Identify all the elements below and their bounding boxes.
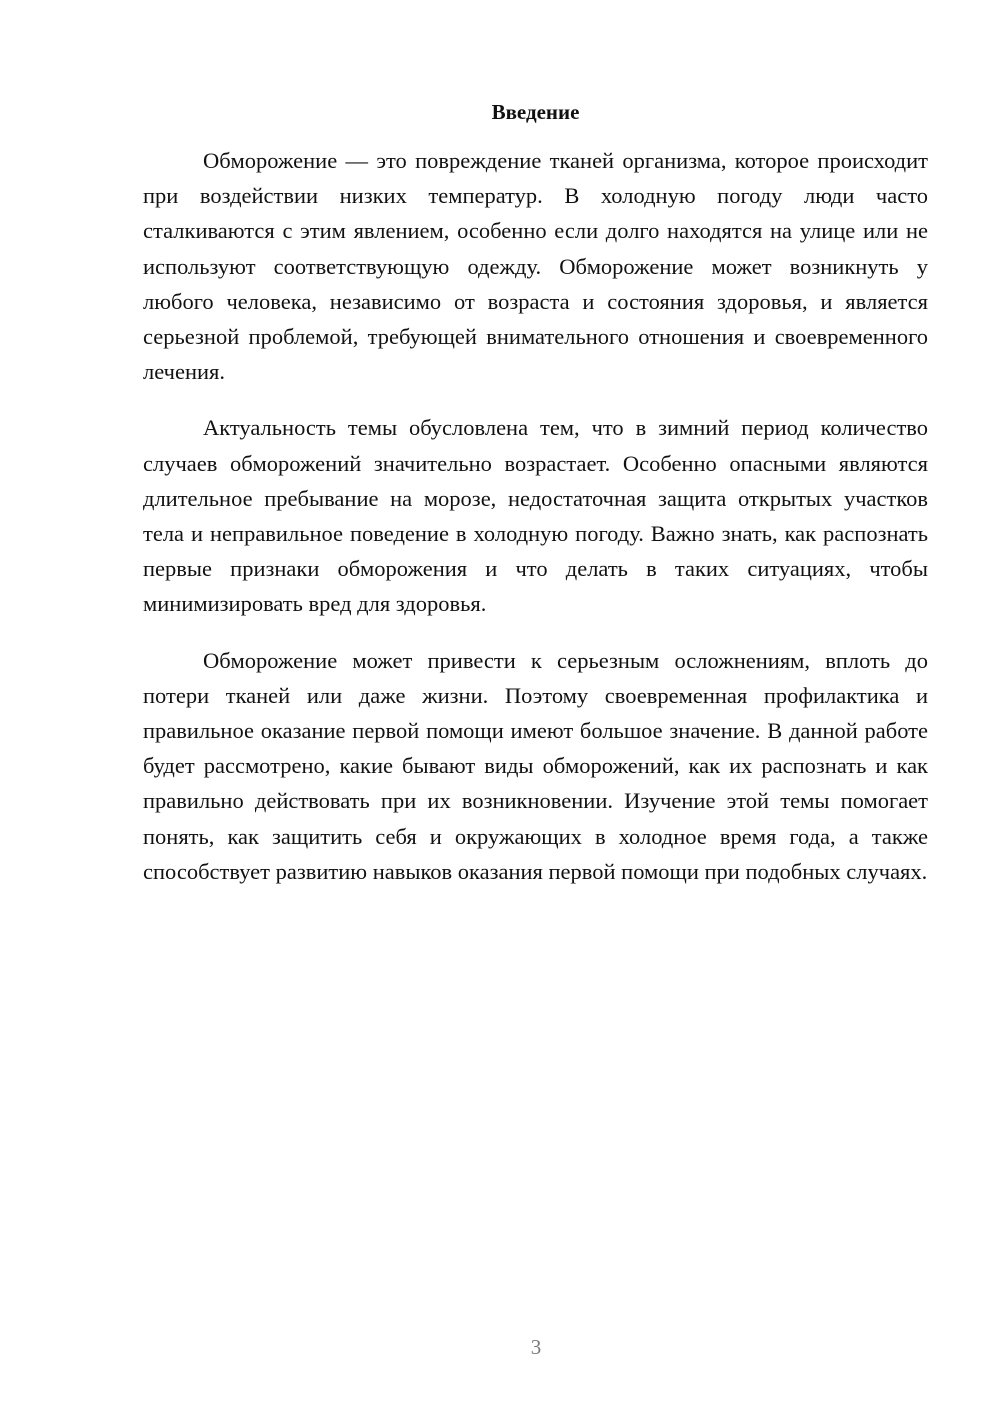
paragraph-3: Обморожение может привести к серьезным осложнениям, вплоть до потери тканей или даже жизни. Поэтому своевременная профилактика и правильное оказание первой помощи имеют большое значение. В данной работе будет рассмотрено, какие бывают виды обморожений, как их распознать и как правильно действовать при их возникновении. Изучение этой темы помогает понять, как защитить себя и окружающих в холодное время года, а также способствует развитию навыков оказания первой помощи при подобных случаях. xyxy=(143,647,928,884)
paragraph-1: Обморожение — это повреждение тканей организма, которое происходит при воздействии низких температур. В холодную погоду люди часто сталкиваются с этим явлением, особенно если долго находятся на улице или не используют соответствующую одежду. Обморожение может возникнуть у любого человека, независимо от возраста и состояния здоровья, и является серьезной проблемой, требующей внимательного отношения и своевременного лечения. xyxy=(143,148,928,385)
section-heading: Введение xyxy=(491,100,580,124)
page-number: 3 xyxy=(530,1335,542,1359)
paragraph-2: Актуальность темы обусловлена тем, что в зимний период количество случаев обморожений значительно возрастает. Особенно опасными являются длительное пребывание на морозе, недостаточная защита открытых участков тела и неправильное поведение в холодную погоду. Важно знать, как распознать первые признаки обморожения и что делать в таких ситуациях, чтобы минимизировать вред для здоровья. xyxy=(143,415,928,617)
body-text xyxy=(143,143,928,910)
